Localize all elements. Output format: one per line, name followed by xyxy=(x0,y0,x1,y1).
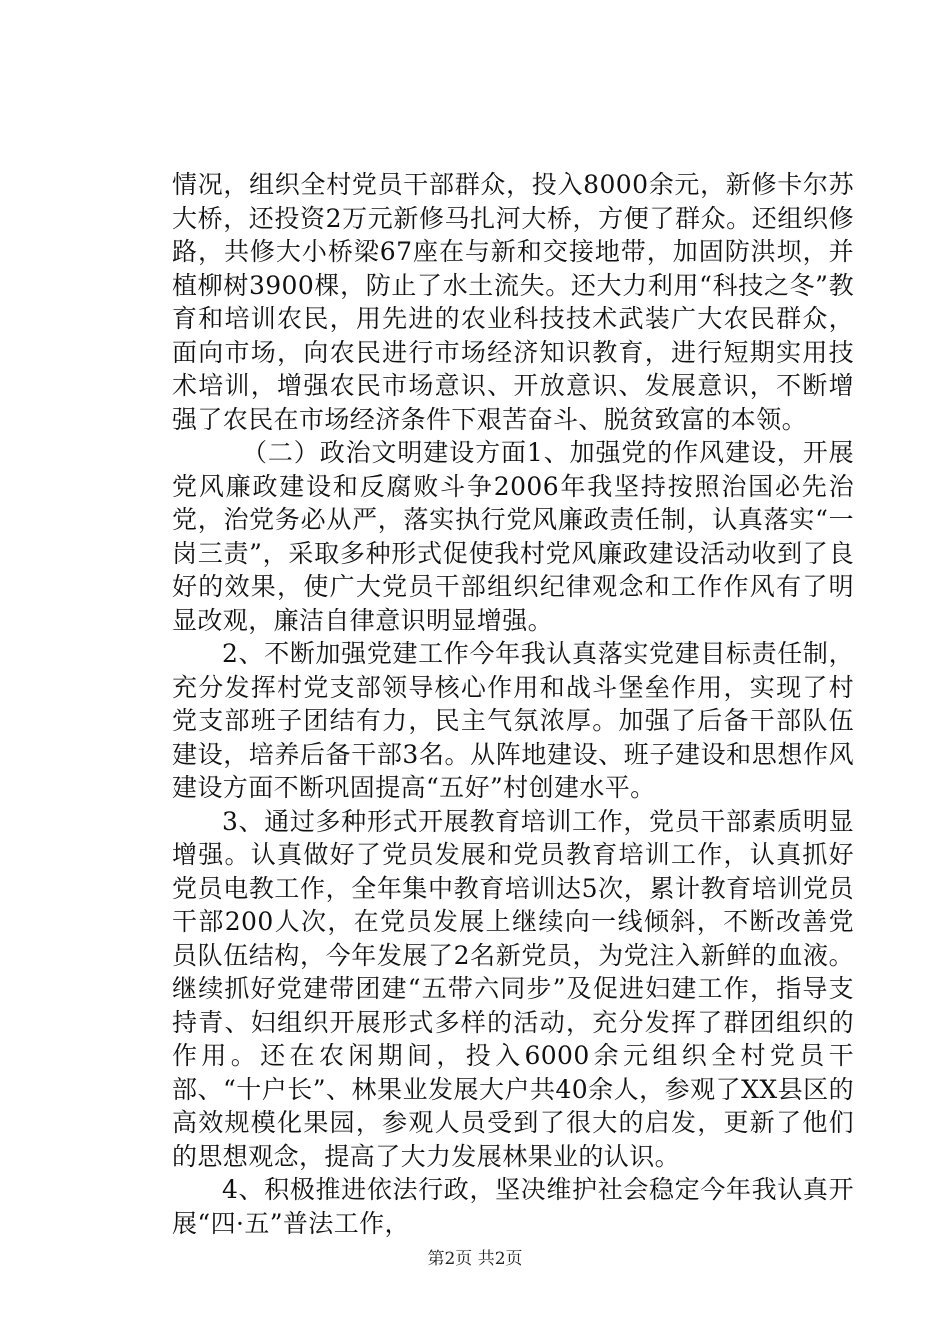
document-body xyxy=(172,168,854,1240)
paragraph-political-civilization: （二）政治文明建设方面1、加强党的作风建设，开展党风廉政建设和反腐败斗争2006年我坚持按照治国必先治党，治党务必从严，落实执行党风廉政责任制，认真落实“一岗三责”，采取多种形式促使我村党风廉政建设活动收到了良好的效果，使广大党员干部组织纪律观念和工作作风有了明显改观，廉洁自律意识明显增强。 xyxy=(172,438,854,635)
paragraph-rule-of-law: 4、积极推进依法行政，坚决维护社会稳定今年我认真开展“四·五”普法工作， xyxy=(172,1175,854,1238)
paragraph-party-building: 2、不断加强党建工作今年我认真落实党建目标责任制，充分发挥村党支部领导核心作用和战斗堡垒作用，实现了村党支部班子团结有力，民主气氛浓厚。加强了后备干部队伍建设，培养后备干部3名。从阵地建设、班子建设和思想作风建设方面不断巩固提高“五好”村创建水平。 xyxy=(172,639,854,802)
paragraph-continuation: 情况，组织全村党员干部群众，投入8000余元，新修卡尔苏大桥，还投资2万元新修马扎河大桥，方便了群众。还组织修路，共修大小桥梁67座在与新和交接地带，加固防洪坝，并植柳树3900棵，防止了水土流失。还大力利用“科技之冬”教育和培训农民，用先进的农业科技技术武装广大农民群众，面向市场，向农民进行市场经济知识教育，进行短期实用技术培训，增强农民市场意识、开放意识、发展意识，不断增强了农民在市场经济条件下艰苦奋斗、脱贫致富的本领。 xyxy=(172,170,854,434)
page-footer: 第2页 共2页 xyxy=(427,1249,523,1269)
paragraph-education-training: 3、通过多种形式开展教育培训工作，党员干部素质明显增强。认真做好了党员发展和党员教育培训工作，认真抓好党员电教工作，全年集中教育培训达5次，累计教育培训党员干部200人次，在党员发展上继续向一线倾斜，不断改善党员队伍结构，今年发展了2名新党员，为党注入新鲜的血液。继续抓好党建带团建“五带六同步”及促进妇建工作，指导支持青、妇组织开展形式多样的活动，充分发挥了群团组织的作用。还在农闲期间，投入6000余元组织全村党员干部、“十户长”、林果业发展大户共40余人，参观了XX县区的高效规模化果园，参观人员受到了很大的启发，更新了他们的思想观念，提高了大力发展林果业的认识。 xyxy=(172,806,854,1171)
